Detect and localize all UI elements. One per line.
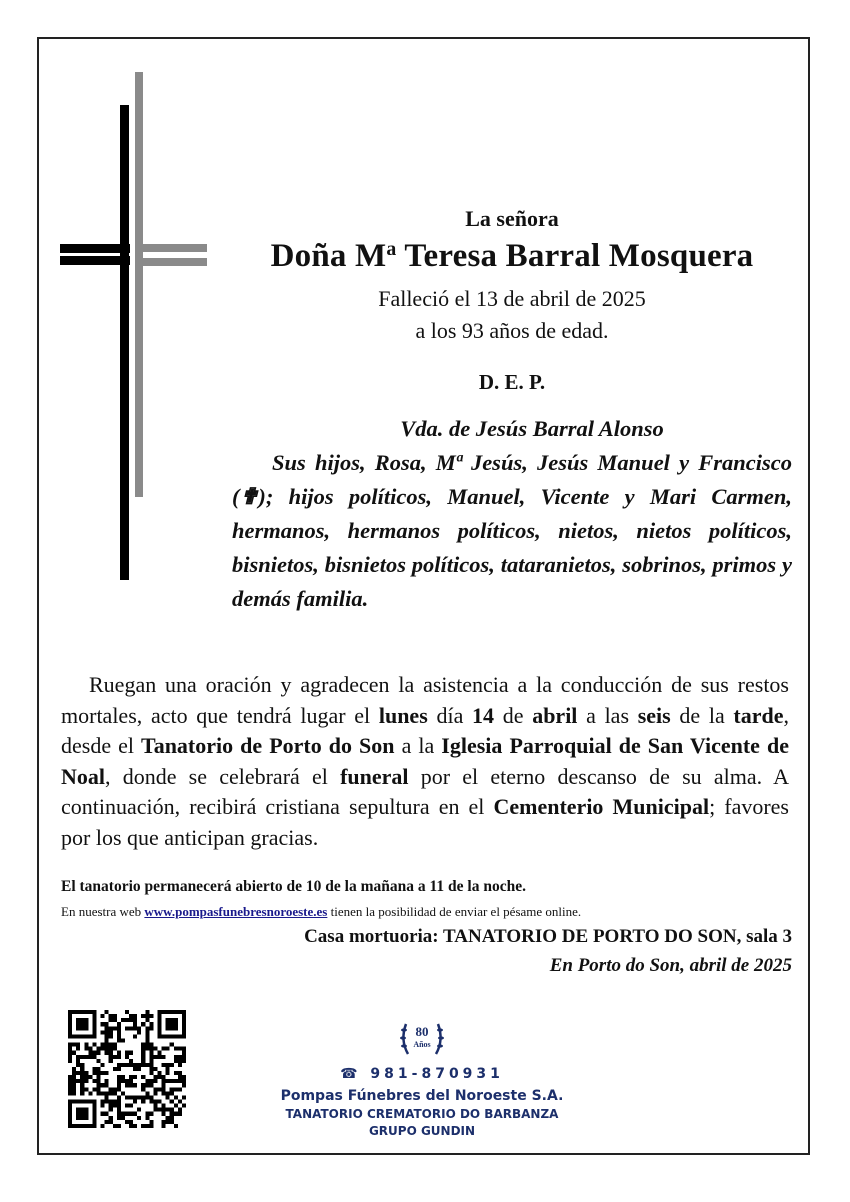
prayer-text: , desde el [61, 702, 790, 758]
service-church: Iglesia Parroquial de San Vicente de Noal [61, 733, 789, 789]
web-text: tienen la posibilidad de enviar el pésame online. [327, 904, 582, 919]
age-line: a los 93 años de edad. [415, 318, 609, 343]
service-cemetery: Cementerio Municipal [493, 794, 710, 819]
funeral-home: Casa mortuoria: TANATORIO DE PORTO DO SON, sala 3 [304, 926, 792, 947]
web-text: En nuestra web [61, 904, 145, 919]
website-link[interactable]: www.pompasfunebresnoroeste.es [144, 904, 328, 919]
intro-text: La señora [465, 206, 559, 231]
rip-text: D. E. P. [478, 370, 546, 394]
cross-horizontal-black-2 [60, 256, 130, 265]
service-period: tarde [733, 702, 784, 728]
prayer-paragraph [61, 670, 789, 853]
logo-number: 80 [415, 1024, 429, 1039]
prayer-text: de la [670, 702, 734, 728]
death-date: Falleció el 13 de abril de 2025 [378, 286, 646, 311]
opening-hours-note: El tanatorio permanecerá abierto de 10 de la mañana a 11 de la noche. [61, 878, 526, 895]
service-time: seis [637, 702, 671, 728]
phone-icon: ☎ [340, 1066, 362, 1082]
cross-icon [55, 72, 215, 582]
widow-line: Vda. de Jesús Barral Alonso [400, 416, 664, 441]
service-month: abril [532, 702, 578, 728]
prayer-text: de [494, 702, 533, 728]
crematory-name: TANATORIO CREMATORIO DO BARBANZA [285, 1107, 559, 1121]
cross-horizontal-black-1 [60, 244, 130, 253]
prayer-text: , donde se celebrará el [105, 763, 341, 789]
service-funeral: funeral [340, 763, 409, 789]
service-day: lunes [378, 702, 428, 728]
web-note [61, 904, 581, 920]
deceased-name [222, 238, 802, 275]
logo-word: Años [413, 1040, 431, 1049]
qr-code[interactable] [68, 1010, 186, 1128]
prayer-text: Ruegan una oración y agradecen la asistencia a la conducción de sus restos mortales, acto que tendrá lugar el [61, 672, 789, 728]
prayer-text: a la [394, 733, 442, 758]
prayer-text: por el eterno descanso de su alma. A continuación, recibirá cristiana sepultura en el [61, 763, 789, 819]
anniversary-logo-icon [396, 1010, 448, 1062]
place-date: En Porto do Son, abril de 2025 [549, 955, 792, 976]
cross-vertical-gray [135, 72, 143, 497]
footer-block [232, 1010, 612, 1138]
name-prefix: Doña M [270, 238, 387, 274]
cross-horizontal-gray-1 [141, 244, 207, 252]
family-block [232, 412, 792, 616]
company-name: Pompas Fúnebres del Noroeste S.A. [280, 1088, 564, 1104]
prayer-text: ; favores por los que anticipan gracias. [61, 794, 789, 850]
phone-line [232, 1066, 612, 1082]
service-date: 14 [472, 702, 495, 728]
prayer-text: día [427, 702, 473, 728]
service-origin: Tanatorio de Porto do Son [141, 733, 395, 758]
phone-number[interactable]: 981-870931 [370, 1066, 504, 1082]
prayer-text: a las [577, 702, 638, 728]
cross-vertical-black [120, 105, 129, 580]
cross-horizontal-gray-2 [141, 258, 207, 266]
group-name: GRUPO GUNDIN [368, 1124, 476, 1138]
name-superscript: a [386, 238, 397, 261]
name-rest: Teresa Barral Mosquera [396, 238, 754, 274]
relatives-text: Sus hijos, Rosa, Mª Jesús, Jesús Manuel y Francisco (✟); hijos políticos, Manuel, Vicente y Mari Carmen, hermanos, hermanos políticos, nietos, nietos políticos, bisnietos, bisnietos políticos, tataranietos, sobrinos, primos y demás familia. [232, 450, 792, 611]
